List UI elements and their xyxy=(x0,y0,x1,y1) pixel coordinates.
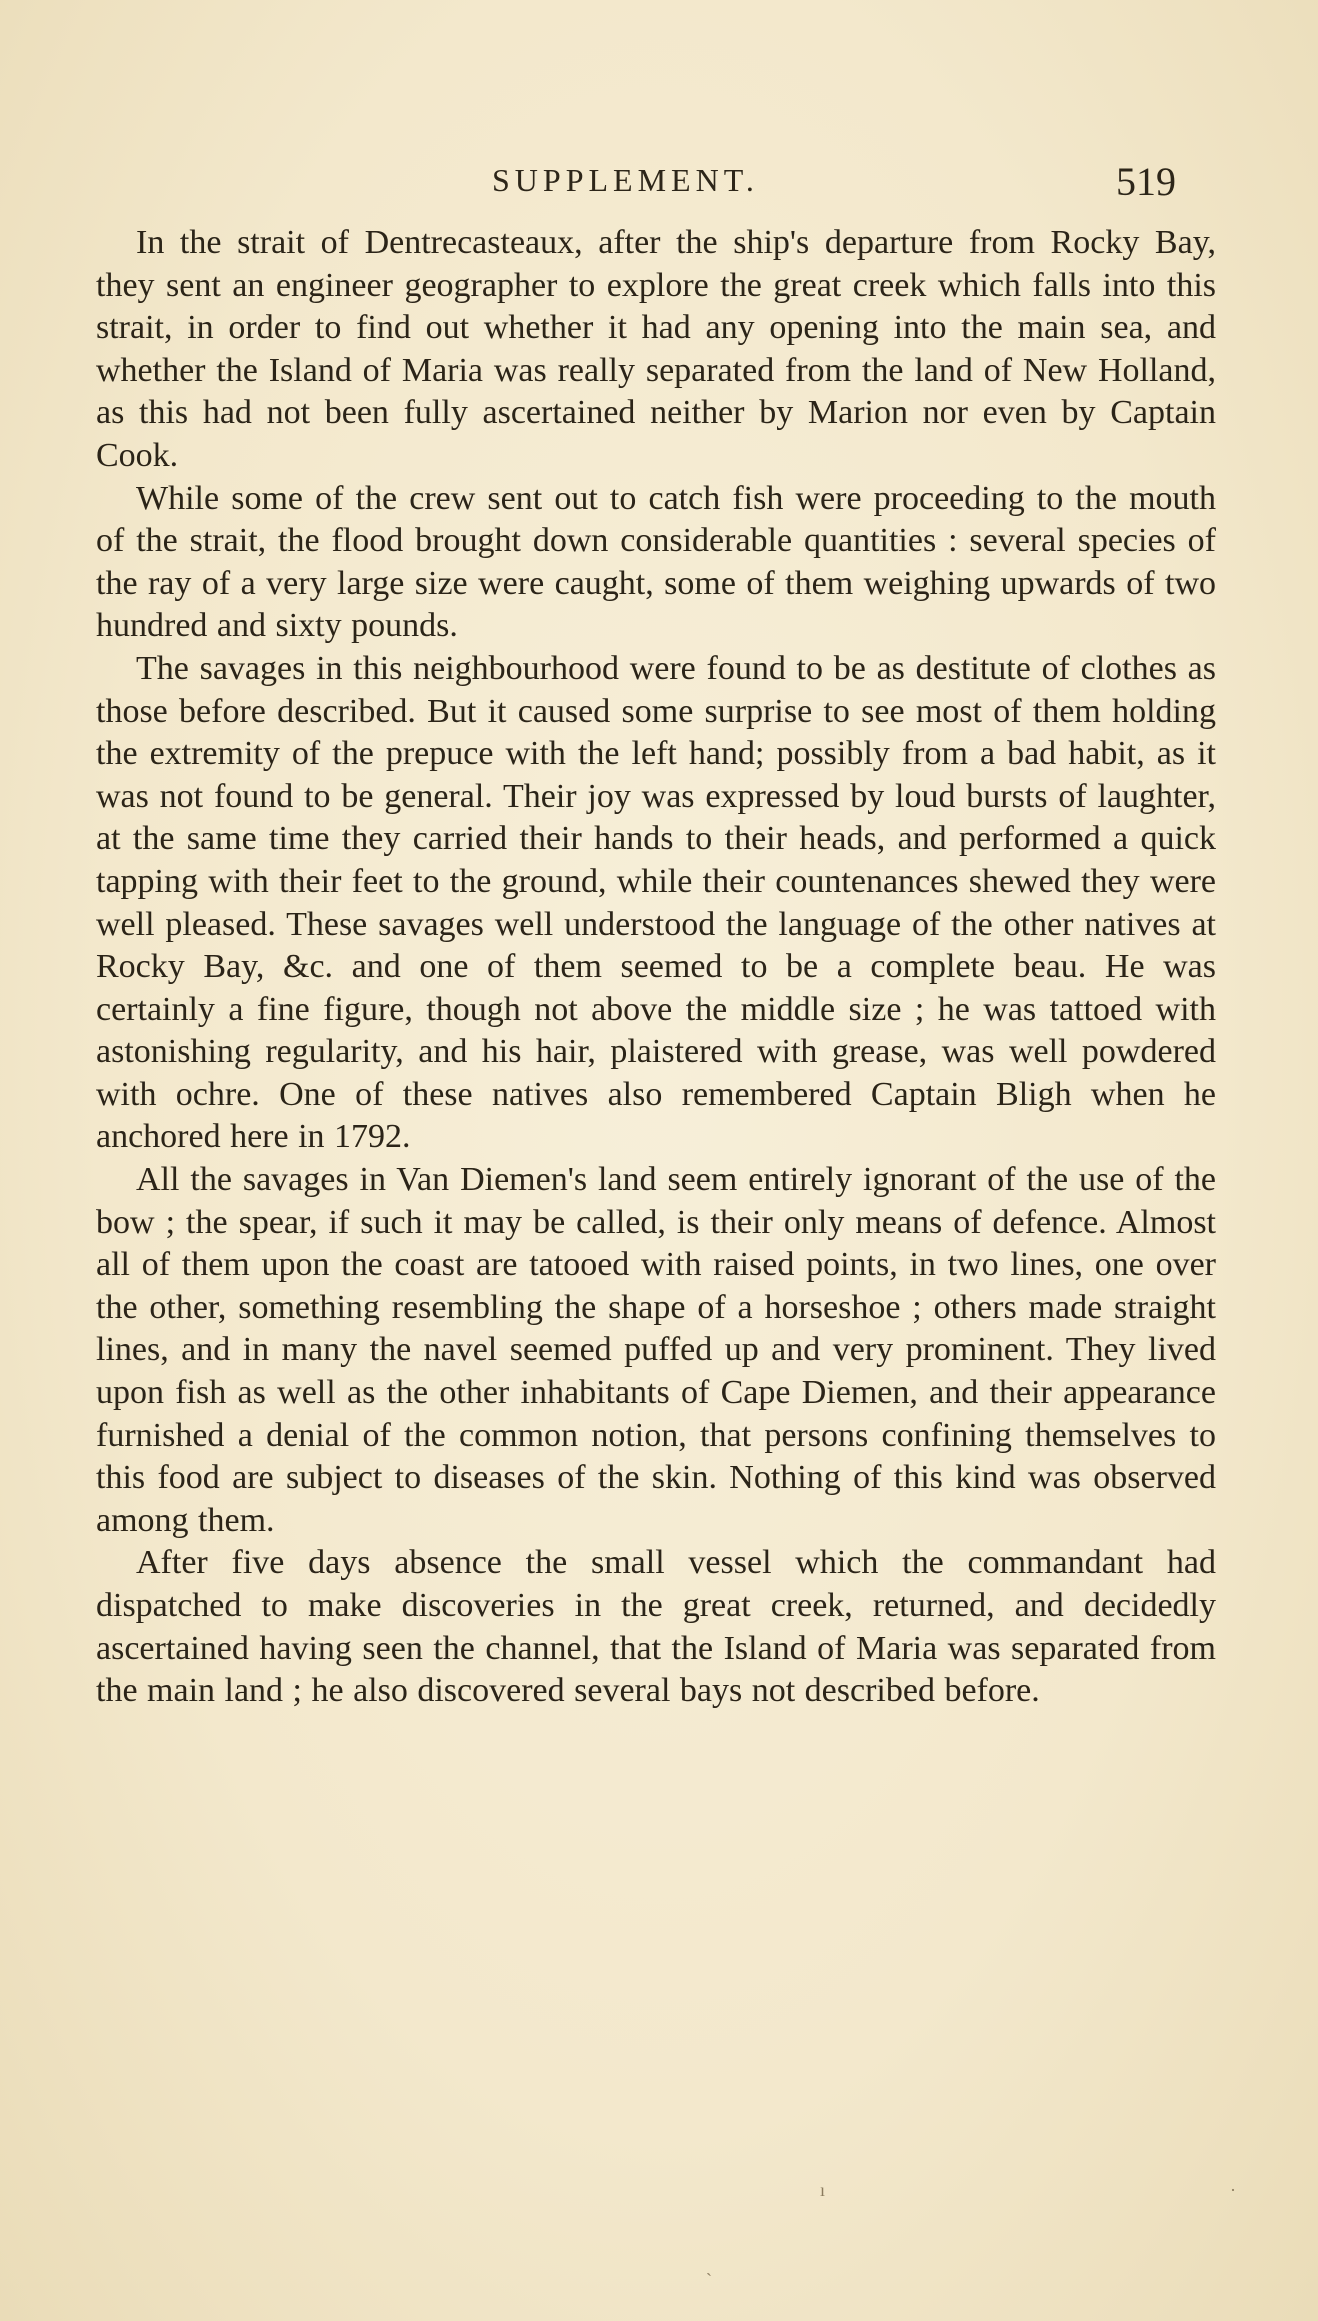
body-text xyxy=(96,222,1216,1713)
paragraph-2: While some of the crew sent out to catch fish were proceeding to the mouth of the strait, the flood brought down considerable quantities : several species of the ray of a very large size were caught, some of them weighing upwards of two hundred and sixty pounds. xyxy=(96,479,1216,645)
paragraph-5: After five days absence the small vessel which the commandant had dispatched to make discoveries in the great creek, returned, and decidedly ascertained having seen the channel, that the Island of Maria was separated from the main land ; he also discovered several bays not described before. xyxy=(96,1544,1216,1710)
paragraph-1: In the strait of Dentrecasteaux, after the ship's departure from Rocky Bay, they sent an engineer geographer to explore the great creek which falls into this strait, in order to find out whether it had any opening into the main sea, and whether the Island of Maria was really separated from the land of New Holland, as this had not been fully ascertained neither by Marion nor even by Captain Cook. xyxy=(96,224,1216,474)
paragraph-4: All the savages in Van Diemen's land seem entirely ignorant of the use of the bow ; the spear, if such it may be called, is their only means of defence. Almost all of them upon the coast are tatooed with raised points, in two lines, one over the other, something resembling the shape of a horseshoe ; others made straight lines, and in many the navel seemed puffed up and very prominent. They lived upon fish as well as the other inhabitants of Cape Diemen, and their appearance furnished a denial of the common notion, that persons confining themselves to this food are subject to diseases of the skin. Nothing of this kind was observed among them. xyxy=(96,1161,1216,1539)
running-head xyxy=(0,158,1318,208)
running-title: SUPPLEMENT. xyxy=(492,162,759,198)
ink-speck: ` xyxy=(706,2270,712,2290)
ink-speck: ı xyxy=(820,2180,826,2200)
paragraph-3: The savages in this neighbourhood were found to be as destitute of clothes as those before described. But it caused some surprise to see most of them holding the extremity of the prepuce with the left hand; possibly from a bad habit, as it was not found to be general. Their joy was expressed by loud bursts of laughter, at the same time they carried their hands to their heads, and performed a quick tapping with their feet to the ground, while their countenances shewed they were well pleased. These savages well understood the language of the other natives at Rocky Bay, &c. and one of them seemed to be a complete beau. He was certainly a fine figure, though not above the middle size ; he was tattoed with astonishing regularity, and his hair, plaistered with grease, was well powdered with ochre. One of these natives also remembered Captain Bligh when he anchored here in 1792. xyxy=(96,649,1216,1156)
ink-speck: · xyxy=(1230,2180,1236,2200)
page-number: 519 xyxy=(1116,159,1176,204)
